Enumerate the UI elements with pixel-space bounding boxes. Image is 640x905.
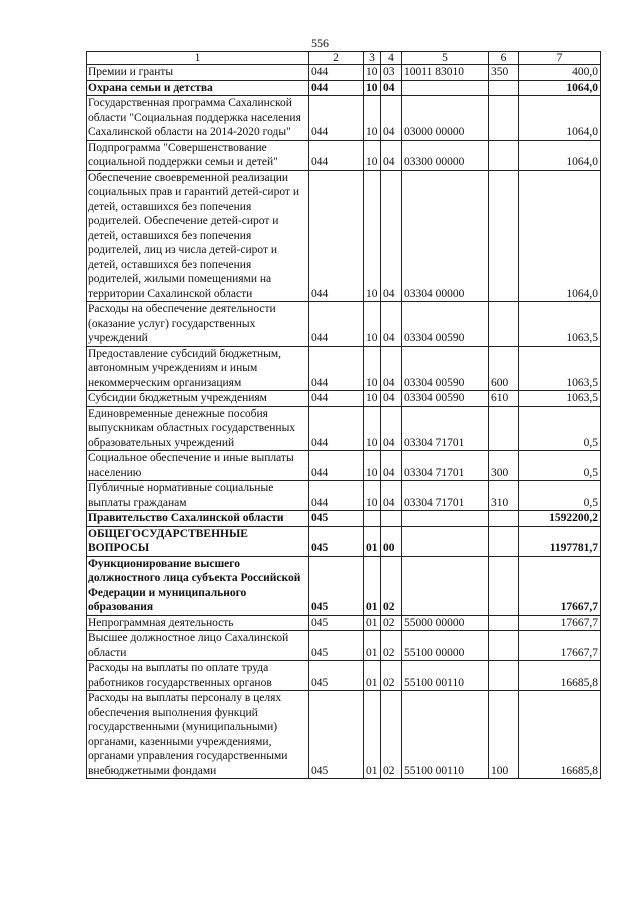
expense-type-code-cell: 610 bbox=[489, 391, 519, 407]
section-code-cell: 01 bbox=[364, 526, 381, 556]
subsection-code-cell: 04 bbox=[381, 80, 402, 96]
row-name-cell: Премии и гранты bbox=[87, 65, 309, 81]
subsection-code-cell: 04 bbox=[381, 170, 402, 302]
row-name-cell: Расходы на выплаты персоналу в целях обеспечения выполнения функций государственными (муниципальными) органами, казенными учреждениями, органами управления государственными внебюджетными фондами bbox=[87, 691, 309, 779]
amount-cell: 1064,0 bbox=[519, 80, 601, 96]
target-article-code-cell: 10011 83010 bbox=[402, 65, 489, 81]
expense-type-code-cell bbox=[489, 302, 519, 347]
amount-cell: 1197781,7 bbox=[519, 526, 601, 556]
table-row bbox=[87, 140, 601, 170]
table-row bbox=[87, 556, 601, 615]
amount-cell: 16685,8 bbox=[519, 661, 601, 691]
ministry-code-cell: 044 bbox=[309, 451, 364, 481]
expense-type-code-cell: 310 bbox=[489, 481, 519, 511]
table-row bbox=[87, 96, 601, 141]
amount-cell: 17667,7 bbox=[519, 631, 601, 661]
target-article-code-cell: 03304 71701 bbox=[402, 406, 489, 451]
table-row bbox=[87, 615, 601, 631]
row-name-cell: Правительство Сахалинской области bbox=[87, 511, 309, 527]
expense-type-code-cell bbox=[489, 80, 519, 96]
expense-type-code-cell: 600 bbox=[489, 346, 519, 391]
section-code-cell: 10 bbox=[364, 481, 381, 511]
target-article-code-cell: 03304 00590 bbox=[402, 346, 489, 391]
amount-cell: 1063,5 bbox=[519, 302, 601, 347]
expense-type-code-cell: 350 bbox=[489, 65, 519, 81]
table-row bbox=[87, 406, 601, 451]
header-cell: 2 bbox=[309, 52, 364, 65]
amount-cell: 0,5 bbox=[519, 406, 601, 451]
ministry-code-cell: 045 bbox=[309, 691, 364, 779]
ministry-code-cell: 044 bbox=[309, 481, 364, 511]
header-row bbox=[87, 52, 601, 65]
ministry-code-cell: 044 bbox=[309, 302, 364, 347]
section-code-cell bbox=[364, 511, 381, 527]
ministry-code-cell: 045 bbox=[309, 631, 364, 661]
expense-type-code-cell bbox=[489, 526, 519, 556]
amount-cell: 17667,7 bbox=[519, 615, 601, 631]
subsection-code-cell: 04 bbox=[381, 140, 402, 170]
expense-type-code-cell bbox=[489, 170, 519, 302]
expense-type-code-cell bbox=[489, 631, 519, 661]
section-code-cell: 10 bbox=[364, 140, 381, 170]
row-name-cell: Субсидии бюджетным учреждениям bbox=[87, 391, 309, 407]
target-article-code-cell: 03000 00000 bbox=[402, 96, 489, 141]
section-code-cell: 01 bbox=[364, 631, 381, 661]
expense-type-code-cell bbox=[489, 140, 519, 170]
table-row bbox=[87, 526, 601, 556]
ministry-code-cell: 044 bbox=[309, 140, 364, 170]
subsection-code-cell: 02 bbox=[381, 631, 402, 661]
table-row bbox=[87, 661, 601, 691]
row-name-cell: Обеспечение своевременной реализации социальных прав и гарантий детей-сирот и детей, оставшихся без попечения родителей. Обеспечение детей-сирот и детей, оставшихся без попечения родителей, лиц из числа детей-сирот и детей, оставшихся без попечения родителей, жилыми помещениями на территории Сахалинской области bbox=[87, 170, 309, 302]
subsection-code-cell: 00 bbox=[381, 526, 402, 556]
ministry-code-cell: 044 bbox=[309, 406, 364, 451]
target-article-code-cell: 03300 00000 bbox=[402, 140, 489, 170]
subsection-code-cell: 03 bbox=[381, 65, 402, 81]
amount-cell: 1064,0 bbox=[519, 96, 601, 141]
budget-table bbox=[86, 51, 601, 779]
section-code-cell: 10 bbox=[364, 406, 381, 451]
table-row bbox=[87, 511, 601, 527]
header-cell: 3 bbox=[364, 52, 381, 65]
section-code-cell: 10 bbox=[364, 80, 381, 96]
subsection-code-cell: 02 bbox=[381, 691, 402, 779]
target-article-code-cell: 03304 71701 bbox=[402, 481, 489, 511]
expense-type-code-cell bbox=[489, 511, 519, 527]
table-row bbox=[87, 170, 601, 302]
ministry-code-cell: 044 bbox=[309, 346, 364, 391]
target-article-code-cell: 03304 00000 bbox=[402, 170, 489, 302]
section-code-cell: 10 bbox=[364, 451, 381, 481]
target-article-code-cell bbox=[402, 80, 489, 96]
section-code-cell: 10 bbox=[364, 346, 381, 391]
row-name-cell: Функционирование высшего должностного лица субъекта Российской Федерации и муниципального образования bbox=[87, 556, 309, 615]
amount-cell: 17667,7 bbox=[519, 556, 601, 615]
ministry-code-cell: 044 bbox=[309, 96, 364, 141]
row-name-cell: Публичные нормативные социальные выплаты гражданам bbox=[87, 481, 309, 511]
target-article-code-cell: 03304 71701 bbox=[402, 451, 489, 481]
row-name-cell: Расходы на обеспечение деятельности (оказание услуг) государственных учреждений bbox=[87, 302, 309, 347]
table-row bbox=[87, 346, 601, 391]
subsection-code-cell: 04 bbox=[381, 302, 402, 347]
section-code-cell: 01 bbox=[364, 556, 381, 615]
ministry-code-cell: 045 bbox=[309, 661, 364, 691]
header-cell: 1 bbox=[87, 52, 309, 65]
ministry-code-cell: 045 bbox=[309, 526, 364, 556]
target-article-code-cell bbox=[402, 511, 489, 527]
amount-cell: 400,0 bbox=[519, 65, 601, 81]
target-article-code-cell bbox=[402, 556, 489, 615]
row-name-cell: Предоставление субсидий бюджетным, автономным учреждениям и иным некоммерческим организациям bbox=[87, 346, 309, 391]
amount-cell: 1063,5 bbox=[519, 391, 601, 407]
ministry-code-cell: 044 bbox=[309, 65, 364, 81]
subsection-code-cell: 04 bbox=[381, 96, 402, 141]
target-article-code-cell: 03304 00590 bbox=[402, 302, 489, 347]
target-article-code-cell: 55100 00110 bbox=[402, 661, 489, 691]
header-cell: 7 bbox=[519, 52, 601, 65]
page-number: 556 bbox=[311, 36, 329, 50]
subsection-code-cell: 02 bbox=[381, 661, 402, 691]
expense-type-code-cell bbox=[489, 406, 519, 451]
expense-type-code-cell bbox=[489, 96, 519, 141]
expense-type-code-cell: 100 bbox=[489, 691, 519, 779]
section-code-cell: 01 bbox=[364, 615, 381, 631]
subsection-code-cell: 04 bbox=[381, 346, 402, 391]
target-article-code-cell: 55000 00000 bbox=[402, 615, 489, 631]
ministry-code-cell: 044 bbox=[309, 391, 364, 407]
target-article-code-cell: 55100 00000 bbox=[402, 631, 489, 661]
row-name-cell: Подпрограмма "Совершенствование социальной поддержки семьи и детей" bbox=[87, 140, 309, 170]
subsection-code-cell: 04 bbox=[381, 481, 402, 511]
amount-cell: 1064,0 bbox=[519, 170, 601, 302]
subsection-code-cell: 02 bbox=[381, 556, 402, 615]
ministry-code-cell: 045 bbox=[309, 511, 364, 527]
section-code-cell: 01 bbox=[364, 661, 381, 691]
subsection-code-cell: 04 bbox=[381, 391, 402, 407]
amount-cell: 1592200,2 bbox=[519, 511, 601, 527]
table-row bbox=[87, 302, 601, 347]
row-name-cell: ОБЩЕГОСУДАРСТВЕННЫЕ ВОПРОСЫ bbox=[87, 526, 309, 556]
subsection-code-cell bbox=[381, 511, 402, 527]
table-row bbox=[87, 80, 601, 96]
header-cell: 4 bbox=[381, 52, 402, 65]
expense-type-code-cell bbox=[489, 661, 519, 691]
table-row bbox=[87, 451, 601, 481]
row-name-cell: Охрана семьи и детства bbox=[87, 80, 309, 96]
table-row bbox=[87, 631, 601, 661]
amount-cell: 0,5 bbox=[519, 481, 601, 511]
table-row bbox=[87, 481, 601, 511]
amount-cell: 0,5 bbox=[519, 451, 601, 481]
row-name-cell: Высшее должностное лицо Сахалинской области bbox=[87, 631, 309, 661]
subsection-code-cell: 04 bbox=[381, 451, 402, 481]
section-code-cell: 10 bbox=[364, 65, 381, 81]
ministry-code-cell: 044 bbox=[309, 80, 364, 96]
target-article-code-cell bbox=[402, 526, 489, 556]
row-name-cell: Социальное обеспечение и иные выплаты населению bbox=[87, 451, 309, 481]
section-code-cell: 10 bbox=[364, 391, 381, 407]
table-row bbox=[87, 691, 601, 779]
target-article-code-cell: 55100 00110 bbox=[402, 691, 489, 779]
amount-cell: 16685,8 bbox=[519, 691, 601, 779]
row-name-cell: Государственная программа Сахалинской области "Социальная поддержка населения Сахалинской области на 2014-2020 годы" bbox=[87, 96, 309, 141]
row-name-cell: Единовременные денежные пособия выпускникам областных государственных образовательных учреждений bbox=[87, 406, 309, 451]
subsection-code-cell: 02 bbox=[381, 615, 402, 631]
table-row bbox=[87, 65, 601, 81]
subsection-code-cell: 04 bbox=[381, 406, 402, 451]
header-cell: 6 bbox=[489, 52, 519, 65]
table-row bbox=[87, 391, 601, 407]
section-code-cell: 01 bbox=[364, 691, 381, 779]
ministry-code-cell: 044 bbox=[309, 170, 364, 302]
amount-cell: 1063,5 bbox=[519, 346, 601, 391]
expense-type-code-cell: 300 bbox=[489, 451, 519, 481]
amount-cell: 1064,0 bbox=[519, 140, 601, 170]
row-name-cell: Непрограммная деятельность bbox=[87, 615, 309, 631]
section-code-cell: 10 bbox=[364, 96, 381, 141]
section-code-cell: 10 bbox=[364, 302, 381, 347]
row-name-cell: Расходы на выплаты по оплате труда работников государственных органов bbox=[87, 661, 309, 691]
expense-type-code-cell bbox=[489, 556, 519, 615]
header-cell: 5 bbox=[402, 52, 489, 65]
ministry-code-cell: 045 bbox=[309, 615, 364, 631]
expense-type-code-cell bbox=[489, 615, 519, 631]
section-code-cell: 10 bbox=[364, 170, 381, 302]
target-article-code-cell: 03304 00590 bbox=[402, 391, 489, 407]
ministry-code-cell: 045 bbox=[309, 556, 364, 615]
